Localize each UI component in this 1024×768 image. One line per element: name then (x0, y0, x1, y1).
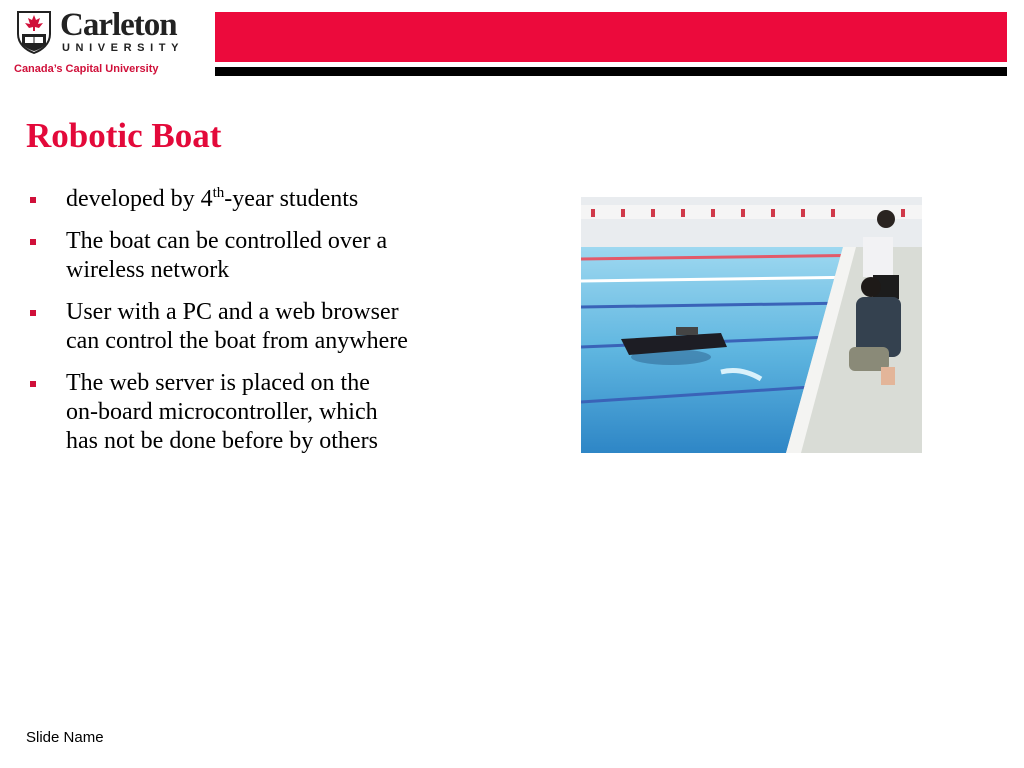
header-black-bar (215, 67, 1007, 76)
bullet-item (30, 298, 510, 356)
bullet-item (30, 227, 510, 285)
bullet-square-icon (30, 239, 36, 245)
bullet-square-icon (30, 310, 36, 316)
bullet-text: developed by 4th-year students (66, 185, 359, 212)
carleton-logo (12, 8, 202, 80)
crest-icon (16, 10, 52, 54)
boat-photo (581, 197, 922, 453)
logo-tagline: Canada’s Capital University (14, 63, 159, 75)
logo-wordmark: Carleton (60, 7, 177, 43)
slide-footer: Slide Name (26, 729, 104, 746)
logo-university: UNIVERSITY (62, 42, 185, 54)
header-red-bar (215, 12, 1007, 62)
bullet-text: User with a PC and a web browser can control the boat from anywhere (66, 299, 408, 354)
bullet-text: The boat can be controlled over a wireless network (66, 228, 388, 283)
slide-title: Robotic Boat (26, 116, 222, 155)
bullet-square-icon (30, 197, 36, 203)
bullet-item (30, 369, 510, 456)
bullet-item (30, 185, 510, 214)
ordinal-suffix: th (212, 185, 225, 201)
bullet-list (30, 185, 510, 469)
bullet-square-icon (30, 381, 36, 387)
bullet-text: The web server is placed on the on-board microcontroller, which has not be done before by others (66, 370, 378, 454)
